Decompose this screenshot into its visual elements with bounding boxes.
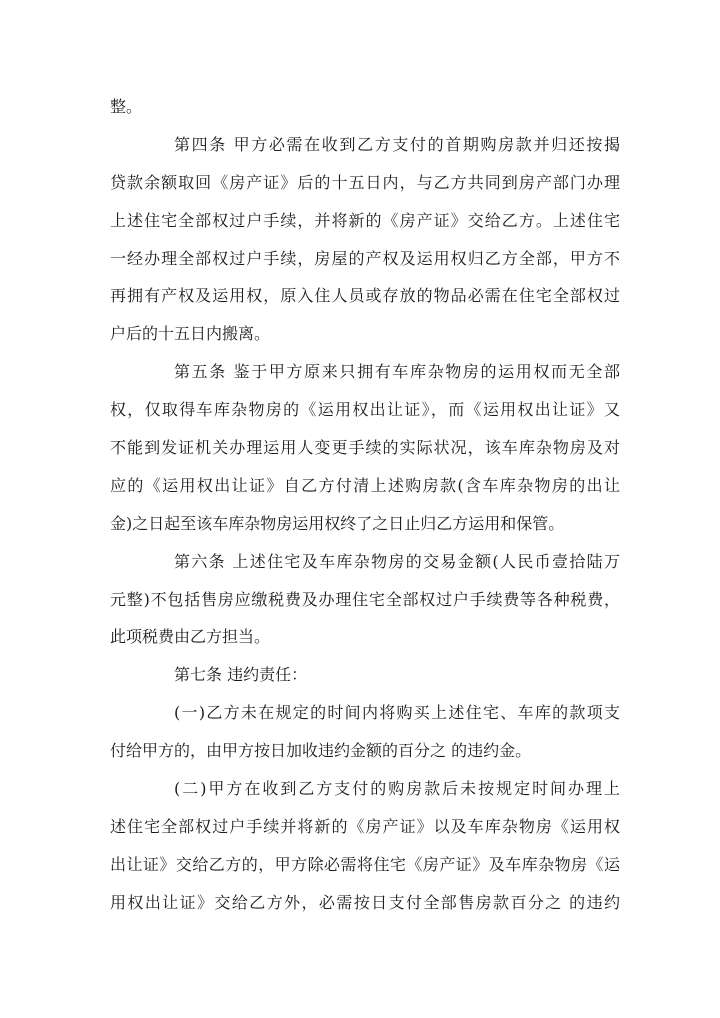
text-line: 一经办理全部权过户手续，房屋的产权及运用权归乙方全部，甲方不: [110, 248, 620, 268]
text-line: 出让证》交给乙方的，甲方除必需将住宅《房产证》及车库杂物房《运: [110, 854, 620, 874]
text-line: 权，仅取得车库杂物房的《运用权出让证》，而《运用权出让证》又: [110, 400, 620, 420]
text-line: 付给甲方的，由甲方按日加收违约金额的百分之 的违约金。: [110, 741, 532, 761]
text-line: (一)乙方未在规定的时间内将购买上述住宅、车库的款项支: [174, 703, 620, 723]
text-line: 第四条 甲方必需在收到乙方支付的首期购房款并归还按揭: [174, 134, 620, 154]
text-line: 第七条 违约责任：: [174, 665, 308, 685]
text-line: 应的《运用权出让证》自乙方付清上述购房款(含车库杂物房的出让: [110, 475, 620, 495]
text-line: 上述住宅全部权过户手续，并将新的《房产证》交给乙方。上述住宅: [110, 210, 620, 230]
text-line: 贷款余额取回《房产证》后的十五日内，与乙方共同到房产部门办理: [110, 172, 620, 192]
text-line: 金)之日起至该车库杂物房运用权终了之日止归乙方运用和保管。: [110, 513, 565, 533]
text-line: 用权出让证》交给乙方外，必需按日支付全部售房款百分之 的违约: [110, 892, 620, 912]
text-line: 整。: [110, 97, 143, 116]
text-line: 此项税费由乙方担当。: [110, 627, 271, 647]
text-line: 元整)不包括售房应缴税费及办理住宅全部权过户手续费等各种税费，: [110, 589, 620, 609]
text-line: 第五条 鉴于甲方原来只拥有车库杂物房的运用权而无全部: [174, 362, 620, 382]
text-line: 不能到发证机关办理运用人变更手续的实际状况，该车库杂物房及对: [110, 438, 620, 458]
contract-text-block: [110, 88, 620, 922]
text-line: 户后的十五日内搬离。: [110, 324, 271, 344]
text-line: 第六条 上述住宅及车库杂物房的交易金额(人民币壹拾陆万: [174, 551, 620, 571]
text-line: 述住宅全部权过户手续并将新的《房产证》以及车库杂物房《运用权: [110, 816, 620, 836]
text-line: (二)甲方在收到乙方支付的购房款后未按规定时间办理上: [174, 779, 620, 799]
text-line: 再拥有产权及运用权，原入住人员或存放的物品必需在住宅全部权过: [110, 286, 620, 306]
